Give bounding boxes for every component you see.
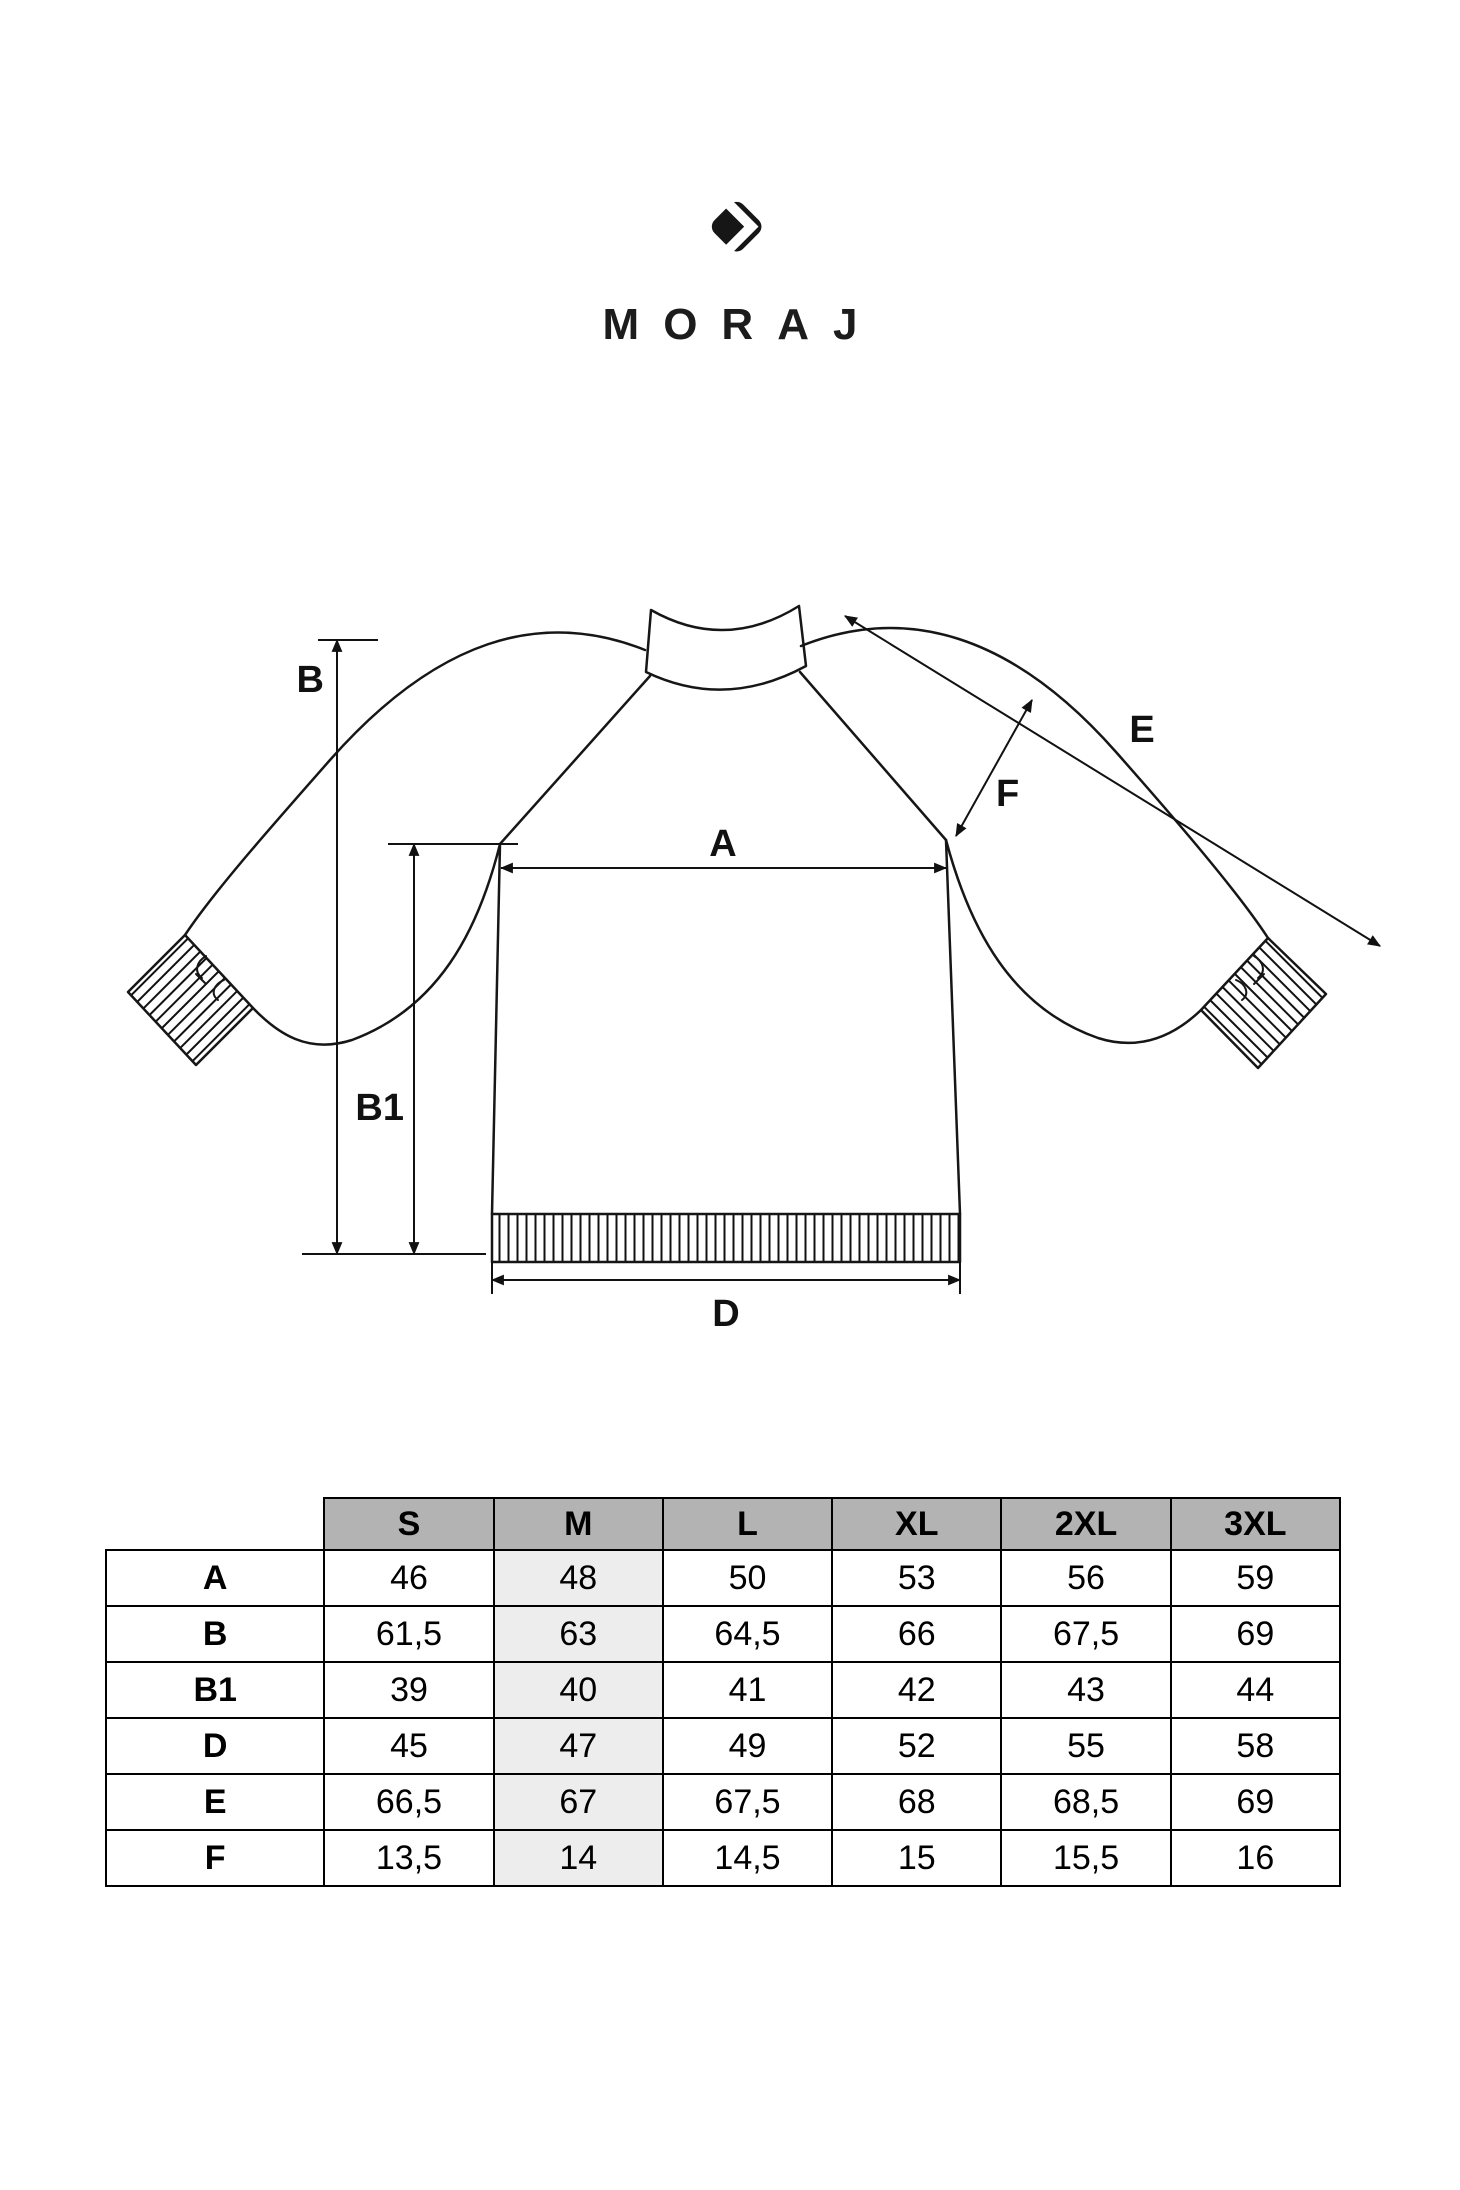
size-value: 61,5 <box>324 1606 493 1662</box>
measure-label-f: F <box>996 773 1020 815</box>
table-row <box>106 1718 1340 1774</box>
table-row <box>106 1830 1340 1886</box>
size-value: 66,5 <box>324 1774 493 1830</box>
table-row <box>106 1662 1340 1718</box>
size-value: 14 <box>494 1830 663 1886</box>
sweater-outline <box>128 606 1326 1262</box>
size-value: 69 <box>1171 1606 1340 1662</box>
size-value: 69 <box>1171 1774 1340 1830</box>
measure-label-e: E <box>1129 709 1155 751</box>
size-value: 56 <box>1001 1550 1170 1606</box>
measure-label-d: D <box>712 1293 740 1335</box>
size-value: 53 <box>832 1550 1001 1606</box>
size-value: 41 <box>663 1662 832 1718</box>
row-label: E <box>106 1774 324 1830</box>
size-value: 43 <box>1001 1662 1170 1718</box>
size-value: 49 <box>663 1718 832 1774</box>
row-label: D <box>106 1718 324 1774</box>
size-header-row <box>106 1498 1340 1550</box>
size-value: 47 <box>494 1718 663 1774</box>
table-row <box>106 1550 1340 1606</box>
size-value: 16 <box>1171 1830 1340 1886</box>
size-value: 68,5 <box>1001 1774 1170 1830</box>
row-label: B1 <box>106 1662 324 1718</box>
measure-label-b: B <box>296 659 324 701</box>
size-value: 58 <box>1171 1718 1340 1774</box>
size-value: 45 <box>324 1718 493 1774</box>
size-value: 67,5 <box>663 1774 832 1830</box>
size-value: 68 <box>832 1774 1001 1830</box>
size-col-header: M <box>494 1498 663 1550</box>
size-value: 63 <box>494 1606 663 1662</box>
brand-logo-icon <box>698 188 790 280</box>
table-row <box>106 1774 1340 1830</box>
measure-label-a: A <box>709 823 737 865</box>
size-value: 55 <box>1001 1718 1170 1774</box>
size-value: 67 <box>494 1774 663 1830</box>
size-value: 67,5 <box>1001 1606 1170 1662</box>
size-value: 14,5 <box>663 1830 832 1886</box>
size-value: 59 <box>1171 1550 1340 1606</box>
size-value: 52 <box>832 1718 1001 1774</box>
size-value: 50 <box>663 1550 832 1606</box>
measure-label-b1: B1 <box>355 1087 404 1129</box>
size-col-header: XL <box>832 1498 1001 1550</box>
size-value: 13,5 <box>324 1830 493 1886</box>
row-label: B <box>106 1606 324 1662</box>
size-col-header: 3XL <box>1171 1498 1340 1550</box>
size-value: 15 <box>832 1830 1001 1886</box>
size-value: 44 <box>1171 1662 1340 1718</box>
size-col-header: L <box>663 1498 832 1550</box>
row-label: F <box>106 1830 324 1886</box>
size-value: 39 <box>324 1662 493 1718</box>
sweater-measurement-diagram <box>0 560 1460 1360</box>
size-col-header: S <box>324 1498 493 1550</box>
brand-name: MORAJ <box>602 300 882 349</box>
size-value: 15,5 <box>1001 1830 1170 1886</box>
row-label: A <box>106 1550 324 1606</box>
size-value: 64,5 <box>663 1606 832 1662</box>
size-value: 42 <box>832 1662 1001 1718</box>
size-value: 66 <box>832 1606 1001 1662</box>
size-value: 48 <box>494 1550 663 1606</box>
size-table <box>105 1497 1341 1887</box>
corner-cell <box>106 1498 324 1550</box>
size-value: 46 <box>324 1550 493 1606</box>
size-col-header: 2XL <box>1001 1498 1170 1550</box>
table-row <box>106 1606 1340 1662</box>
size-value: 40 <box>494 1662 663 1718</box>
